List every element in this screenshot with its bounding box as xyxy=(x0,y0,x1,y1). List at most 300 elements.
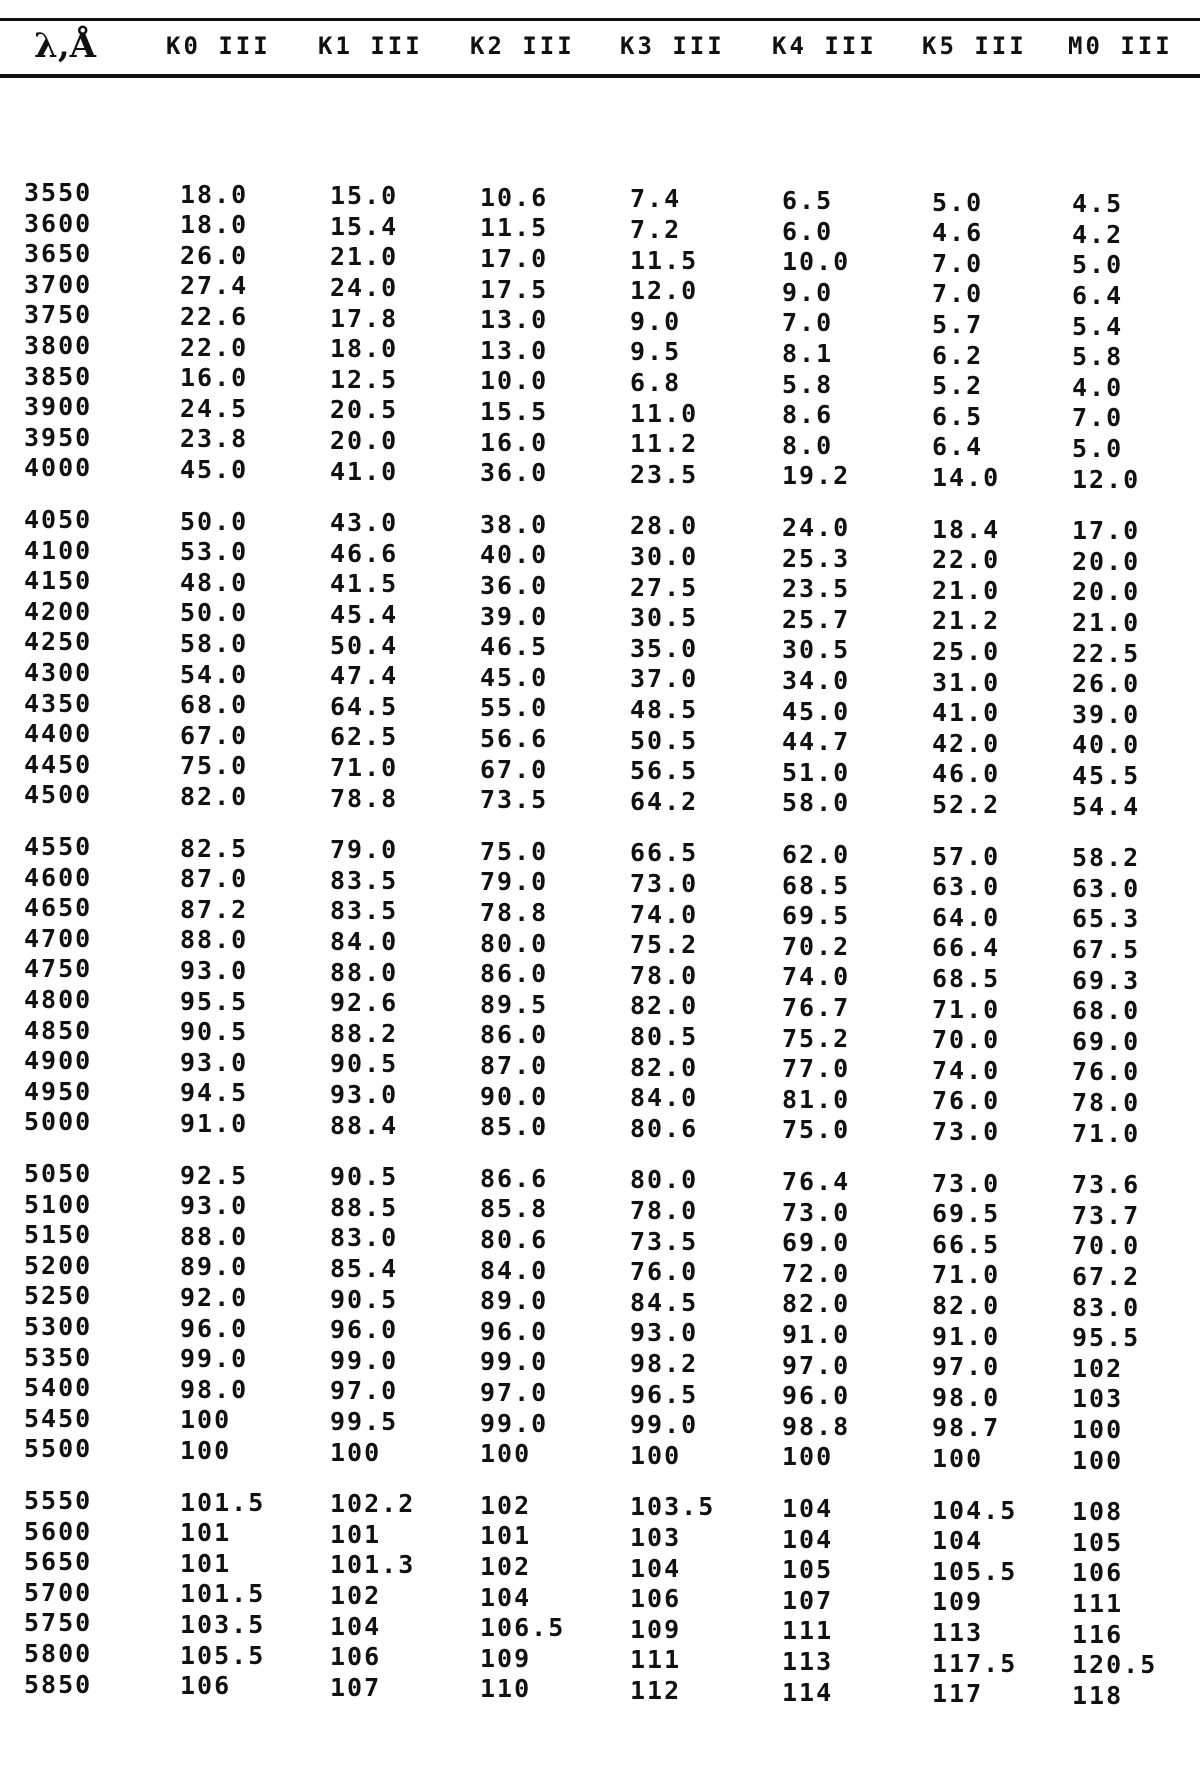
header-rule xyxy=(0,74,1200,78)
cell-k1-iii: 41.0 xyxy=(330,456,399,486)
cell-k0-iii: 16.0 xyxy=(180,363,249,393)
cell-k1-iii: 64.5 xyxy=(330,691,399,721)
cell-k1-iii: 106 xyxy=(330,1642,382,1672)
cell-wavelength: 3950 xyxy=(24,422,93,452)
cell-k4-iii: 6.0 xyxy=(782,216,834,246)
cell-k3-iii: 84.5 xyxy=(630,1287,699,1317)
cell-k2-iii: 99.0 xyxy=(480,1408,549,1438)
cell-m0-iii: 100 xyxy=(1072,1415,1124,1444)
cell-k4-iii: 75.2 xyxy=(782,1023,851,1053)
cell-wavelength: 5500 xyxy=(24,1434,93,1464)
cell-k0-iii: 82.0 xyxy=(180,782,249,811)
cell-k4-iii: 69.0 xyxy=(782,1228,851,1258)
cell-wavelength: 5650 xyxy=(24,1547,93,1577)
cell-k4-iii: 91.0 xyxy=(782,1320,851,1349)
cell-m0-iii: 78.0 xyxy=(1072,1088,1141,1117)
cell-k0-iii: 82.5 xyxy=(180,833,249,863)
cell-k1-iii: 83.5 xyxy=(330,865,399,895)
cell-m0-iii: 111 xyxy=(1072,1589,1124,1618)
cell-k5-iii: 31.0 xyxy=(932,667,1001,697)
cell-m0-iii: 73.7 xyxy=(1072,1200,1141,1230)
cell-wavelength: 5450 xyxy=(24,1403,93,1433)
cell-k4-iii: 105 xyxy=(782,1555,834,1585)
cell-k0-iii: 48.0 xyxy=(180,567,249,597)
cell-wavelength: 4500 xyxy=(24,780,93,810)
cell-k5-iii: 76.0 xyxy=(932,1086,1001,1116)
cell-k0-iii: 75.0 xyxy=(180,751,249,781)
cell-k4-iii: 82.0 xyxy=(782,1289,851,1319)
cell-k0-iii: 101.5 xyxy=(180,1579,266,1609)
cell-m0-iii: 22.5 xyxy=(1072,638,1141,668)
cell-k2-iii: 99.0 xyxy=(480,1347,549,1377)
cell-k0-iii: 53.0 xyxy=(180,537,249,567)
cell-wavelength: 5600 xyxy=(24,1516,93,1546)
cell-k5-iii: 25.0 xyxy=(932,637,1001,666)
cell-k1-iii: 96.0 xyxy=(330,1315,399,1345)
cell-k4-iii: 25.3 xyxy=(782,543,851,573)
cell-k4-iii: 8.1 xyxy=(782,339,834,368)
cell-wavelength: 4550 xyxy=(24,832,93,861)
cell-k1-iii: 24.0 xyxy=(330,273,399,302)
cell-wavelength: 5750 xyxy=(24,1608,93,1638)
cell-k5-iii: 117.5 xyxy=(932,1648,1018,1678)
cell-wavelength: 4600 xyxy=(24,862,93,892)
cell-k3-iii: 56.5 xyxy=(630,756,699,786)
cell-m0-iii: 69.3 xyxy=(1072,965,1141,995)
cell-k0-iii: 101.5 xyxy=(180,1487,266,1517)
cell-k2-iii: 38.0 xyxy=(480,509,549,539)
cell-k5-iii: 82.0 xyxy=(932,1291,1001,1320)
cell-k0-iii: 100 xyxy=(180,1436,232,1465)
cell-k3-iii: 78.0 xyxy=(630,960,699,990)
cell-k1-iii: 84.0 xyxy=(330,927,399,956)
cell-k5-iii: 100 xyxy=(932,1444,984,1473)
cell-k2-iii: 84.0 xyxy=(480,1255,549,1285)
cell-k1-iii: 102.2 xyxy=(330,1489,416,1519)
cell-k0-iii: 58.0 xyxy=(180,629,249,658)
cell-k3-iii: 74.0 xyxy=(630,899,699,929)
cell-k1-iii: 83.5 xyxy=(330,896,399,926)
cell-k2-iii: 39.0 xyxy=(480,601,549,631)
cell-k0-iii: 103.5 xyxy=(180,1610,266,1639)
cell-k3-iii: 78.0 xyxy=(630,1196,699,1225)
cell-k2-iii: 102 xyxy=(480,1552,532,1581)
cell-k3-iii: 109 xyxy=(630,1614,682,1644)
cell-k4-iii: 6.5 xyxy=(782,186,834,215)
cell-k4-iii: 44.7 xyxy=(782,727,851,757)
cell-k5-iii: 68.5 xyxy=(932,964,1001,993)
cell-k3-iii: 30.5 xyxy=(630,603,699,633)
cell-k0-iii: 92.5 xyxy=(180,1160,249,1190)
cell-k0-iii: 91.0 xyxy=(180,1109,249,1138)
cell-k2-iii: 106.5 xyxy=(480,1613,566,1643)
cell-k1-iii: 79.0 xyxy=(330,835,399,865)
cell-k0-iii: 89.0 xyxy=(180,1252,249,1282)
cell-k4-iii: 100 xyxy=(782,1442,834,1472)
cell-wavelength: 4100 xyxy=(24,535,93,565)
cell-k1-iii: 97.0 xyxy=(330,1376,399,1406)
table-header xyxy=(0,26,1200,70)
cell-k1-iii: 88.4 xyxy=(330,1110,399,1140)
cell-k1-iii: 101 xyxy=(330,1519,382,1549)
cell-k4-iii: 62.0 xyxy=(782,840,851,869)
cell-k0-iii: 24.5 xyxy=(180,393,249,423)
cell-m0-iii: 40.0 xyxy=(1072,730,1141,760)
cell-wavelength: 5050 xyxy=(24,1159,93,1188)
cell-k1-iii: 93.0 xyxy=(330,1080,399,1109)
cell-wavelength: 4700 xyxy=(24,923,93,953)
cell-k5-iii: 42.0 xyxy=(932,728,1001,758)
cell-k4-iii: 10.0 xyxy=(782,247,851,277)
cell-k0-iii: 22.6 xyxy=(180,302,249,331)
cell-k3-iii: 80.6 xyxy=(630,1113,699,1143)
cell-k5-iii: 98.7 xyxy=(932,1413,1001,1443)
column-header-k0-iii: K0 III xyxy=(166,32,271,60)
cell-k4-iii: 81.0 xyxy=(782,1084,851,1114)
cell-k4-iii: 96.0 xyxy=(782,1381,851,1411)
cell-k5-iii: 69.5 xyxy=(932,1199,1001,1229)
cell-k2-iii: 86.6 xyxy=(480,1163,549,1193)
cell-k2-iii: 36.0 xyxy=(480,571,549,600)
cell-k2-iii: 86.0 xyxy=(480,1020,549,1050)
cell-k1-iii: 46.6 xyxy=(330,538,399,568)
cell-m0-iii: 106 xyxy=(1072,1558,1124,1588)
cell-wavelength: 3900 xyxy=(24,392,93,422)
cell-m0-iii: 39.0 xyxy=(1072,699,1141,729)
cell-k1-iii: 104 xyxy=(330,1611,382,1641)
cell-k1-iii: 17.8 xyxy=(330,303,399,333)
cell-k5-iii: 21.0 xyxy=(932,575,1001,605)
cell-k3-iii: 66.5 xyxy=(630,838,699,868)
cell-wavelength: 5300 xyxy=(24,1312,93,1341)
cell-k5-iii: 5.0 xyxy=(932,187,984,217)
cell-k1-iii: 85.4 xyxy=(330,1254,399,1283)
cell-m0-iii: 5.0 xyxy=(1072,250,1124,280)
cell-k1-iii: 101.3 xyxy=(330,1550,416,1580)
cell-k5-iii: 6.2 xyxy=(932,340,984,370)
cell-m0-iii: 68.0 xyxy=(1072,996,1141,1026)
cell-k4-iii: 75.0 xyxy=(782,1115,851,1145)
cell-k4-iii: 9.0 xyxy=(782,277,834,307)
cell-k5-iii: 7.0 xyxy=(932,279,984,309)
cell-m0-iii: 4.5 xyxy=(1072,189,1124,219)
cell-m0-iii: 83.0 xyxy=(1072,1292,1141,1322)
cell-wavelength: 5700 xyxy=(24,1577,93,1607)
cell-k4-iii: 25.7 xyxy=(782,604,851,634)
cell-wavelength: 3650 xyxy=(24,239,93,269)
cell-k5-iii: 5.7 xyxy=(932,310,984,339)
cell-k5-iii: 7.0 xyxy=(932,248,984,278)
cell-k3-iii: 82.0 xyxy=(630,1052,699,1082)
cell-m0-iii: 4.0 xyxy=(1072,372,1124,402)
cell-wavelength: 4300 xyxy=(24,658,93,687)
cell-k2-iii: 55.0 xyxy=(480,693,549,723)
cell-wavelength: 4800 xyxy=(24,985,93,1014)
cell-k3-iii: 73.5 xyxy=(630,1226,699,1256)
cell-k0-iii: 106 xyxy=(180,1671,232,1701)
cell-k1-iii: 15.0 xyxy=(330,181,399,211)
cell-k2-iii: 102 xyxy=(480,1490,532,1520)
cell-k3-iii: 37.0 xyxy=(630,664,699,694)
cell-wavelength: 4750 xyxy=(24,954,93,984)
cell-k5-iii: 73.0 xyxy=(932,1117,1001,1146)
cell-m0-iii: 63.0 xyxy=(1072,873,1141,903)
cell-k3-iii: 7.4 xyxy=(630,184,682,214)
cell-k3-iii: 64.2 xyxy=(630,786,699,816)
cell-k0-iii: 67.0 xyxy=(180,720,249,750)
cell-k0-iii: 50.0 xyxy=(180,506,249,536)
cell-k0-iii: 95.5 xyxy=(180,986,249,1016)
cell-k3-iii: 9.5 xyxy=(630,337,682,367)
cell-k3-iii: 75.2 xyxy=(630,930,699,960)
cell-k3-iii: 35.0 xyxy=(630,633,699,663)
cell-k5-iii: 74.0 xyxy=(932,1055,1001,1085)
cell-k0-iii: 96.0 xyxy=(180,1313,249,1343)
cell-k4-iii: 74.0 xyxy=(782,962,851,992)
cell-k4-iii: 34.0 xyxy=(782,666,851,695)
cell-k5-iii: 4.6 xyxy=(932,218,984,248)
cell-m0-iii: 12.0 xyxy=(1072,464,1141,494)
cell-m0-iii: 26.0 xyxy=(1072,669,1141,699)
cell-m0-iii: 17.0 xyxy=(1072,516,1141,546)
cell-k0-iii: 93.0 xyxy=(180,1047,249,1077)
cell-wavelength: 5000 xyxy=(24,1107,93,1137)
cell-k1-iii: 43.0 xyxy=(330,508,399,538)
cell-m0-iii: 120.5 xyxy=(1072,1650,1158,1680)
cell-k2-iii: 11.5 xyxy=(480,213,549,243)
cell-m0-iii: 69.0 xyxy=(1072,1026,1141,1056)
cell-k5-iii: 66.5 xyxy=(932,1229,1001,1259)
cell-k5-iii: 70.0 xyxy=(932,1025,1001,1055)
cell-k2-iii: 90.0 xyxy=(480,1081,549,1111)
cell-m0-iii: 6.4 xyxy=(1072,281,1124,310)
cell-wavelength: 4650 xyxy=(24,893,93,923)
cell-k5-iii: 117 xyxy=(932,1679,984,1709)
cell-k2-iii: 96.0 xyxy=(480,1316,549,1346)
cell-wavelength: 4350 xyxy=(24,688,93,718)
cell-k0-iii: 99.0 xyxy=(180,1344,249,1374)
cell-wavelength: 5350 xyxy=(24,1342,93,1372)
cell-k5-iii: 46.0 xyxy=(932,759,1001,789)
cell-k0-iii: 87.0 xyxy=(180,864,249,894)
cell-k5-iii: 71.0 xyxy=(932,994,1001,1024)
wavelength-header: λ,Å xyxy=(34,26,97,66)
cell-k5-iii: 6.4 xyxy=(932,432,984,462)
cell-k1-iii: 83.0 xyxy=(330,1223,399,1253)
cell-k4-iii: 7.0 xyxy=(782,308,834,338)
cell-k4-iii: 111 xyxy=(782,1616,834,1646)
cell-m0-iii: 5.4 xyxy=(1072,311,1124,341)
cell-wavelength: 4950 xyxy=(24,1076,93,1106)
cell-wavelength: 5100 xyxy=(24,1189,93,1219)
cell-k3-iii: 6.8 xyxy=(630,368,682,397)
cell-k1-iii: 71.0 xyxy=(330,753,399,782)
cell-k5-iii: 5.2 xyxy=(932,371,984,401)
cell-k2-iii: 80.0 xyxy=(480,928,549,958)
cell-wavelength: 4000 xyxy=(24,453,93,483)
cell-k2-iii: 87.0 xyxy=(480,1051,549,1080)
cell-k0-iii: 88.0 xyxy=(180,925,249,955)
cell-k5-iii: 64.0 xyxy=(932,902,1001,932)
cell-wavelength: 5400 xyxy=(24,1373,93,1403)
cell-m0-iii: 73.6 xyxy=(1072,1170,1141,1200)
cell-k3-iii: 100 xyxy=(630,1440,682,1470)
cell-k0-iii: 50.0 xyxy=(180,598,249,628)
cell-k2-iii: 89.5 xyxy=(480,989,549,1019)
cell-k2-iii: 10.0 xyxy=(480,366,549,396)
cell-k2-iii: 16.0 xyxy=(480,427,549,457)
cell-k0-iii: 93.0 xyxy=(180,1191,249,1221)
cell-k5-iii: 52.2 xyxy=(932,790,1001,819)
cell-k2-iii: 67.0 xyxy=(480,754,549,784)
cell-wavelength: 3700 xyxy=(24,269,93,299)
cell-k5-iii: 41.0 xyxy=(932,698,1001,728)
cell-k1-iii: 102 xyxy=(330,1581,382,1610)
cell-k4-iii: 8.6 xyxy=(782,400,834,430)
cell-m0-iii: 95.5 xyxy=(1072,1323,1141,1353)
cell-wavelength: 3550 xyxy=(24,178,93,207)
cell-k0-iii: 98.0 xyxy=(180,1374,249,1404)
cell-k3-iii: 82.0 xyxy=(630,991,699,1021)
cell-k3-iii: 28.0 xyxy=(630,511,699,541)
cell-wavelength: 4200 xyxy=(24,596,93,626)
cell-k3-iii: 30.0 xyxy=(630,542,699,571)
cell-k3-iii: 27.5 xyxy=(630,572,699,602)
cell-k0-iii: 90.5 xyxy=(180,1017,249,1047)
cell-k3-iii: 23.5 xyxy=(630,459,699,489)
cell-m0-iii: 71.0 xyxy=(1072,1118,1141,1148)
cell-k3-iii: 80.5 xyxy=(630,1022,699,1051)
cell-k1-iii: 90.5 xyxy=(330,1162,399,1192)
cell-k4-iii: 98.8 xyxy=(782,1411,851,1441)
cell-k1-iii: 100 xyxy=(330,1437,382,1467)
cell-k4-iii: 58.0 xyxy=(782,788,851,818)
cell-m0-iii: 67.5 xyxy=(1072,935,1141,964)
cell-k2-iii: 97.0 xyxy=(480,1378,549,1407)
cell-k4-iii: 24.0 xyxy=(782,513,851,542)
cell-k2-iii: 56.6 xyxy=(480,724,549,753)
cell-k5-iii: 113 xyxy=(932,1618,984,1647)
cell-k4-iii: 104 xyxy=(782,1524,834,1554)
column-header-m0-iii: M0 III xyxy=(1068,32,1173,60)
cell-m0-iii: 108 xyxy=(1072,1497,1124,1527)
cell-k2-iii: 45.0 xyxy=(480,662,549,692)
cell-k5-iii: 71.0 xyxy=(932,1260,1001,1290)
cell-k2-iii: 78.8 xyxy=(480,898,549,927)
cell-k4-iii: 19.2 xyxy=(782,461,851,491)
cell-k3-iii: 103.5 xyxy=(630,1492,716,1522)
cell-wavelength: 4850 xyxy=(24,1015,93,1045)
cell-k1-iii: 88.0 xyxy=(330,957,399,987)
cell-k3-iii: 98.2 xyxy=(630,1349,699,1378)
cell-k1-iii: 47.4 xyxy=(330,661,399,691)
cell-k1-iii: 92.6 xyxy=(330,988,399,1018)
cell-m0-iii: 102 xyxy=(1072,1353,1124,1383)
cell-k0-iii: 105.5 xyxy=(180,1640,266,1670)
cell-k4-iii: 23.5 xyxy=(782,574,851,604)
cell-k3-iii: 9.0 xyxy=(630,306,682,336)
cell-wavelength: 4050 xyxy=(24,505,93,534)
cell-k5-iii: 18.4 xyxy=(932,514,1001,544)
cell-k1-iii: 45.4 xyxy=(330,600,399,629)
cell-k5-iii: 63.0 xyxy=(932,872,1001,902)
cell-k2-iii: 80.6 xyxy=(480,1225,549,1254)
cell-m0-iii: 54.4 xyxy=(1072,791,1141,821)
cell-m0-iii: 21.0 xyxy=(1072,608,1141,637)
cell-k3-iii: 106 xyxy=(630,1584,682,1614)
column-header-k3-iii: K3 III xyxy=(620,32,725,60)
cell-k4-iii: 68.5 xyxy=(782,870,851,900)
cell-m0-iii: 118 xyxy=(1072,1680,1124,1710)
cell-k0-iii: 68.0 xyxy=(180,690,249,720)
cell-k1-iii: 88.5 xyxy=(330,1192,399,1222)
cell-k4-iii: 72.0 xyxy=(782,1258,851,1288)
cell-k2-iii: 100 xyxy=(480,1439,532,1469)
cell-m0-iii: 70.0 xyxy=(1072,1231,1141,1261)
cell-wavelength: 3750 xyxy=(24,300,93,330)
cell-k2-iii: 10.6 xyxy=(480,182,549,212)
cell-k2-iii: 36.0 xyxy=(480,458,549,488)
cell-m0-iii: 7.0 xyxy=(1072,403,1124,433)
cell-k1-iii: 41.5 xyxy=(330,569,399,599)
cell-wavelength: 4400 xyxy=(24,719,93,749)
cell-k5-iii: 105.5 xyxy=(932,1556,1018,1586)
cell-k4-iii: 30.5 xyxy=(782,635,851,665)
cell-wavelength: 3850 xyxy=(24,361,93,391)
cell-k0-iii: 18.0 xyxy=(180,179,249,209)
cell-k3-iii: 80.0 xyxy=(630,1165,699,1195)
top-rule xyxy=(0,18,1200,21)
cell-k3-iii: 7.2 xyxy=(630,215,682,244)
cell-k5-iii: 14.0 xyxy=(932,463,1001,492)
cell-k0-iii: 92.0 xyxy=(180,1283,249,1312)
cell-k1-iii: 99.5 xyxy=(330,1407,399,1436)
cell-k2-iii: 85.0 xyxy=(480,1112,549,1142)
cell-m0-iii: 100 xyxy=(1072,1445,1124,1475)
cell-k4-iii: 5.8 xyxy=(782,369,834,399)
cell-k5-iii: 6.5 xyxy=(932,401,984,431)
cell-wavelength: 4150 xyxy=(24,566,93,596)
cell-m0-iii: 5.8 xyxy=(1072,342,1124,372)
cell-k5-iii: 22.0 xyxy=(932,545,1001,575)
cell-k2-iii: 13.0 xyxy=(480,305,549,335)
cell-k0-iii: 88.0 xyxy=(180,1221,249,1251)
cell-k0-iii: 101 xyxy=(180,1548,232,1578)
cell-k3-iii: 104 xyxy=(630,1553,682,1583)
column-header-k1-iii: K1 III xyxy=(318,32,423,60)
cell-k0-iii: 18.0 xyxy=(180,210,249,240)
cell-k2-iii: 85.8 xyxy=(480,1194,549,1224)
cell-k0-iii: 27.4 xyxy=(180,271,249,301)
cell-k1-iii: 20.0 xyxy=(330,426,399,455)
column-header-k2-iii: K2 III xyxy=(470,32,575,60)
column-header-k4-iii: K4 III xyxy=(772,32,877,60)
cell-k3-iii: 93.0 xyxy=(630,1318,699,1348)
cell-m0-iii: 5.0 xyxy=(1072,434,1124,463)
cell-k0-iii: 23.8 xyxy=(180,424,249,454)
cell-k4-iii: 97.0 xyxy=(782,1350,851,1380)
cell-wavelength: 5250 xyxy=(24,1281,93,1311)
column-header-k5-iii: K5 III xyxy=(922,32,1027,60)
cell-k2-iii: 110 xyxy=(480,1674,532,1704)
cell-k3-iii: 112 xyxy=(630,1676,682,1705)
cell-k5-iii: 57.0 xyxy=(932,841,1001,871)
cell-m0-iii: 65.3 xyxy=(1072,904,1141,934)
cell-k5-iii: 21.2 xyxy=(932,606,1001,636)
cell-k4-iii: 104 xyxy=(782,1494,834,1523)
cell-m0-iii: 20.0 xyxy=(1072,546,1141,576)
cell-k5-iii: 97.0 xyxy=(932,1352,1001,1382)
